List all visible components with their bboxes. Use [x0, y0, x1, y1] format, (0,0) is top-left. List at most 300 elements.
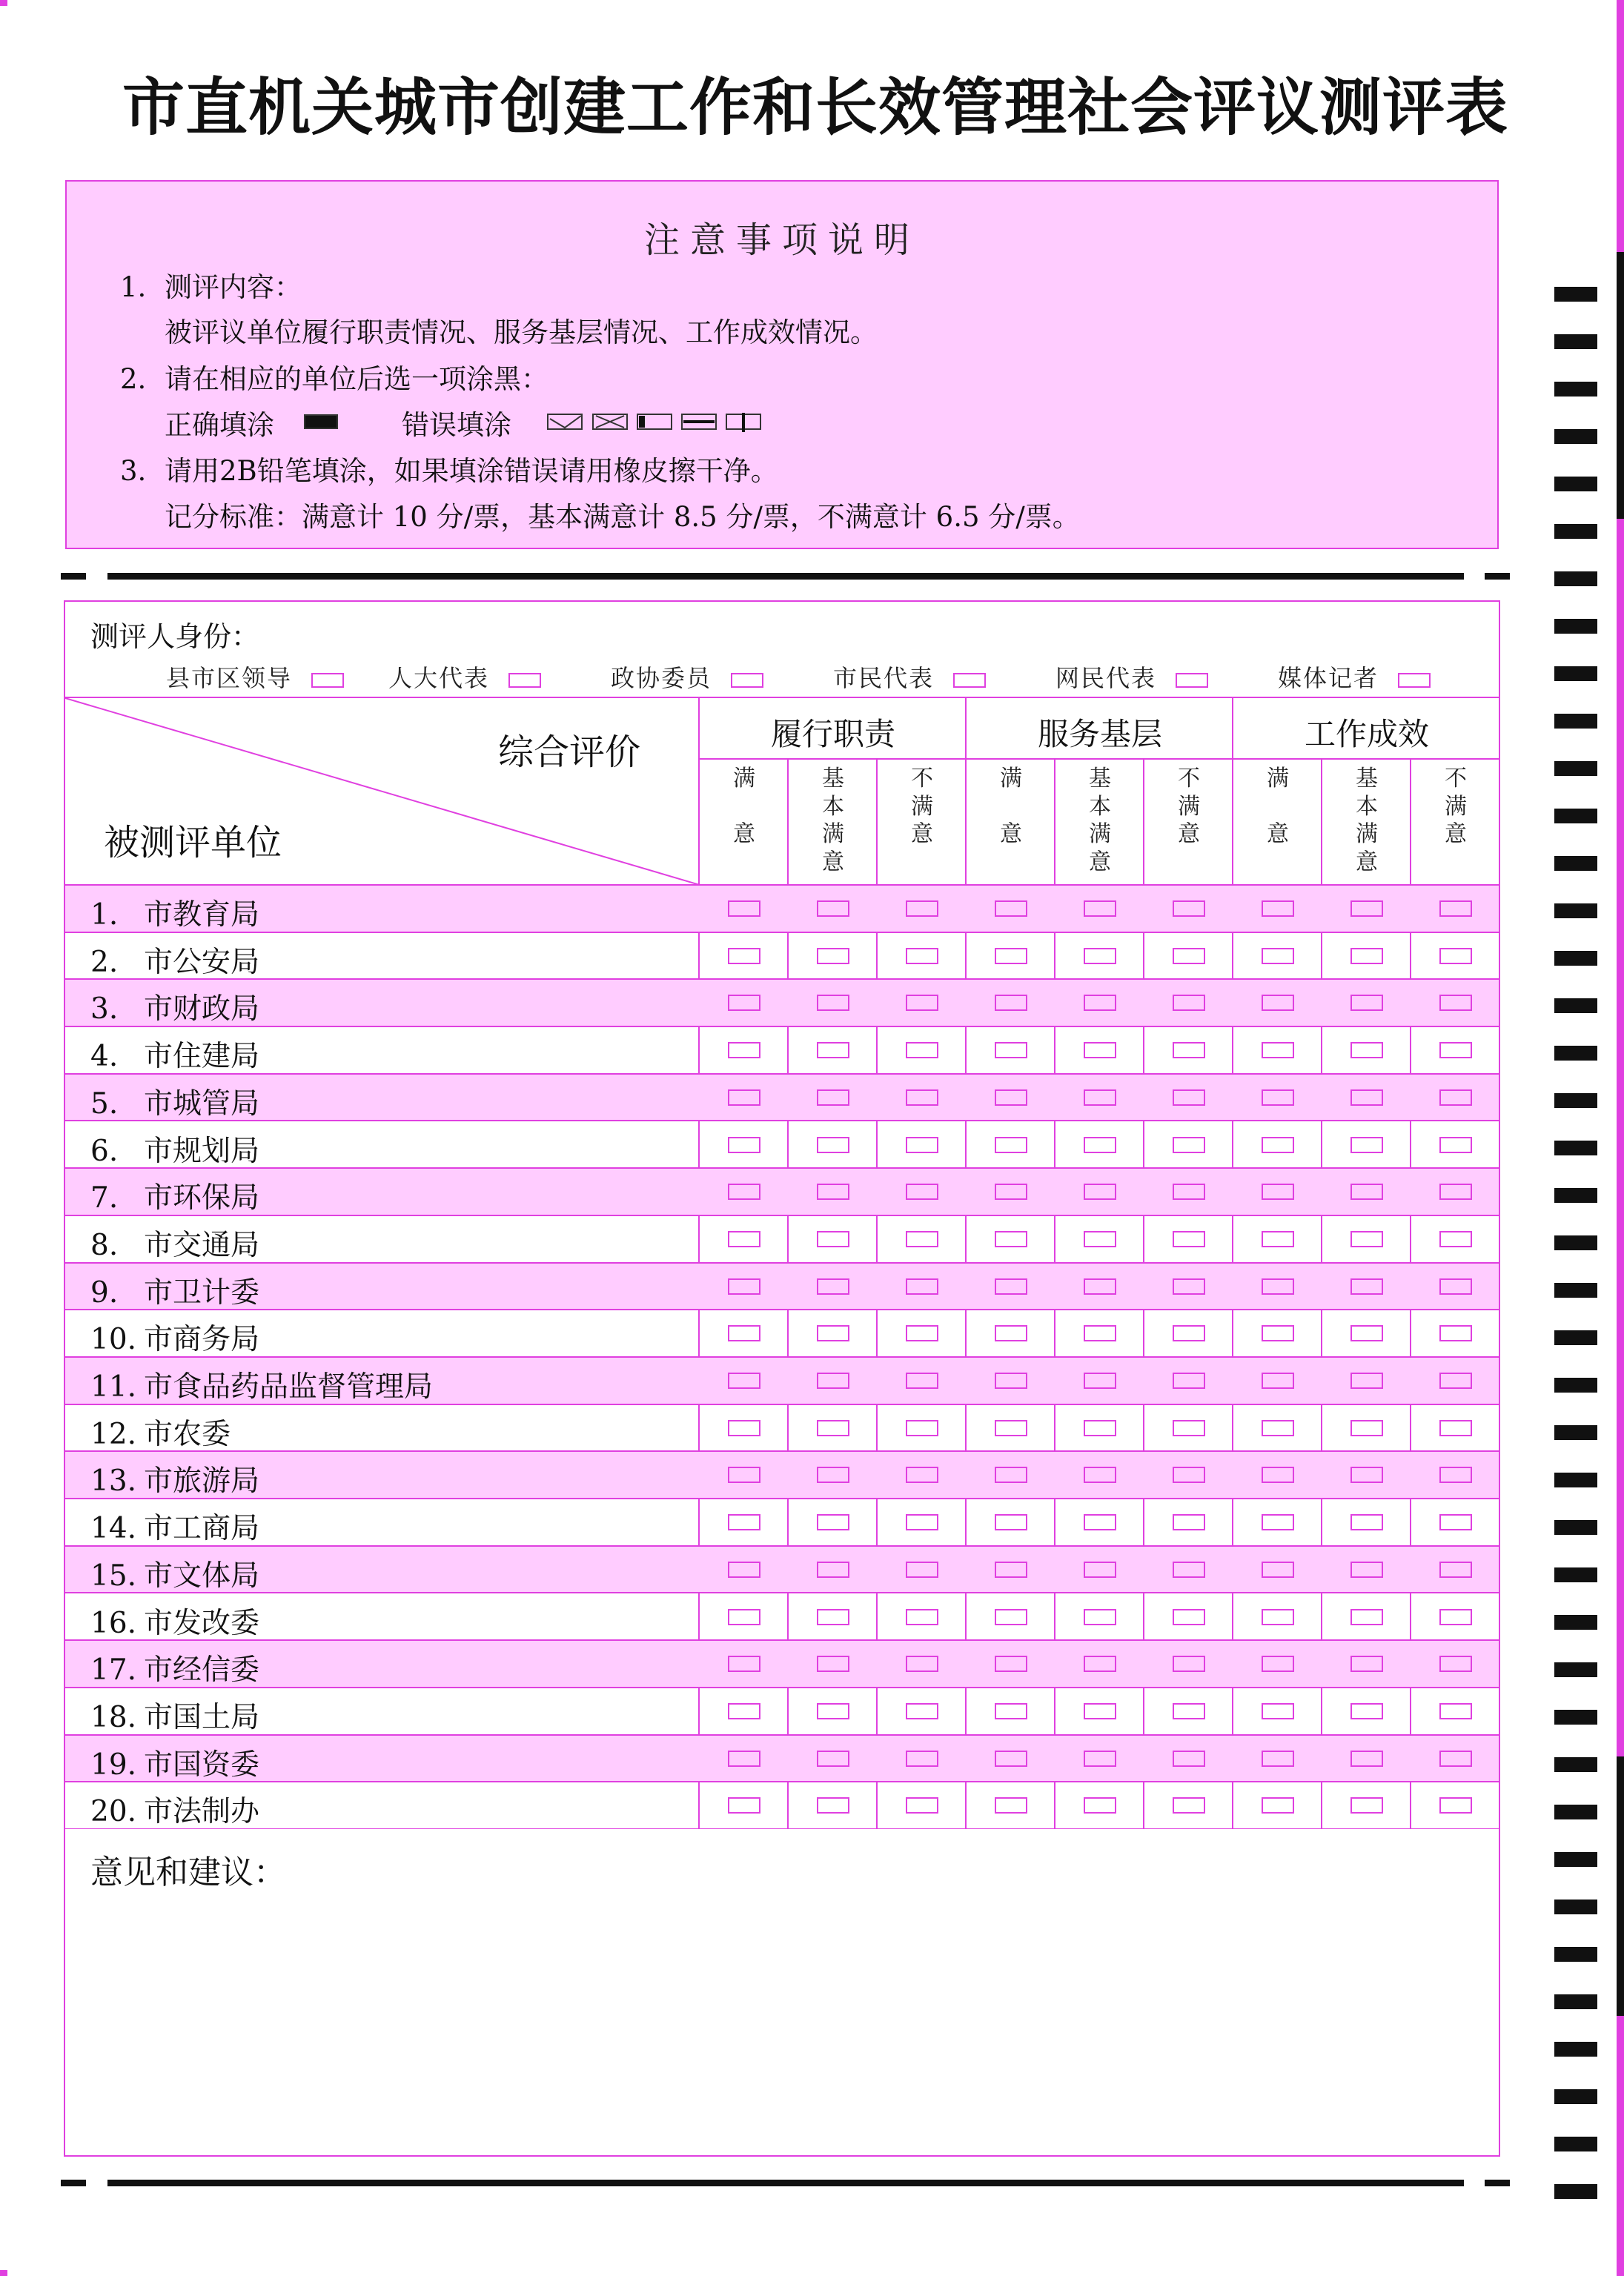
table-row: [65, 1358, 1499, 1405]
rating-checkbox[interactable]: [728, 1373, 760, 1389]
rating-checkbox[interactable]: [1084, 1278, 1116, 1295]
identity-option-citizen-rep[interactable]: 市民代表: [833, 660, 986, 694]
separator-dash-left: [61, 573, 86, 580]
rating-checkbox[interactable]: [1084, 1656, 1116, 1672]
identity-option-netizen-rep[interactable]: 网民代表: [1055, 660, 1208, 694]
rating-checkbox[interactable]: [728, 1278, 760, 1295]
rating-checkbox[interactable]: [1173, 948, 1205, 964]
unit-name: 市农委: [144, 1417, 231, 1451]
timing-mark: [1554, 998, 1597, 1013]
rating-checkbox[interactable]: [1439, 1751, 1472, 1767]
unit-number: 6.: [90, 1134, 119, 1168]
rating-checkbox[interactable]: [1173, 1278, 1205, 1295]
table-row: [65, 1782, 1499, 1830]
rating-checkbox[interactable]: [1350, 1184, 1383, 1200]
timing-mark: [1554, 1567, 1597, 1582]
identity-option-county-leader[interactable]: 县市区领导: [166, 660, 344, 694]
separator-dash-right-bottom: [1485, 2180, 1510, 2186]
sub-column-header: 满 意: [733, 766, 755, 847]
rating-checkbox[interactable]: [1439, 1514, 1472, 1530]
rating-checkbox[interactable]: [1262, 1751, 1294, 1767]
rating-checkbox[interactable]: [906, 1609, 938, 1625]
rating-checkbox[interactable]: [1084, 1089, 1116, 1106]
timing-mark: [1554, 1425, 1597, 1440]
unit-name: 市发改委: [144, 1606, 260, 1640]
unit-name: 市城管局: [144, 1086, 260, 1121]
rating-checkbox[interactable]: [1439, 1325, 1472, 1341]
unit-number: 8.: [90, 1228, 119, 1262]
rating-checkbox[interactable]: [1084, 1703, 1116, 1719]
timing-mark: [1554, 477, 1597, 491]
rating-checkbox[interactable]: [1350, 1467, 1383, 1483]
rating-checkbox[interactable]: [995, 1420, 1027, 1436]
rating-checkbox[interactable]: [1439, 948, 1472, 964]
rating-checkbox[interactable]: [1262, 1231, 1294, 1247]
timing-mark: [1554, 382, 1597, 397]
rating-checkbox[interactable]: [995, 900, 1027, 917]
rating-checkbox[interactable]: [1173, 1089, 1205, 1106]
rating-checkbox[interactable]: [1173, 1373, 1205, 1389]
rating-checkbox[interactable]: [906, 1562, 938, 1578]
rating-checkbox[interactable]: [1262, 1656, 1294, 1672]
rating-checkbox[interactable]: [728, 1609, 760, 1625]
unit-label: [90, 1222, 259, 1264]
rating-checkbox[interactable]: [1173, 1231, 1205, 1247]
rating-checkbox[interactable]: [817, 1703, 849, 1719]
rating-checkbox[interactable]: [728, 1420, 760, 1436]
separator-line-top: [107, 573, 1464, 580]
rating-checkbox[interactable]: [1439, 1042, 1472, 1058]
table-row: [65, 1405, 1499, 1453]
table-row: [65, 1169, 1499, 1216]
rating-checkbox[interactable]: [906, 1231, 938, 1247]
rating-checkbox[interactable]: [1084, 995, 1116, 1011]
identity-option-cppcc-member[interactable]: 政协委员: [611, 660, 763, 694]
sub-column-header: 基 本 满 意: [822, 766, 844, 875]
separator-dash-right: [1485, 573, 1510, 580]
rating-checkbox[interactable]: [728, 1562, 760, 1578]
rating-checkbox[interactable]: [1350, 1609, 1383, 1625]
rating-checkbox[interactable]: [1350, 1420, 1383, 1436]
rating-checkbox[interactable]: [1173, 1514, 1205, 1530]
rating-checkbox[interactable]: [995, 1184, 1027, 1200]
rating-checkbox[interactable]: [906, 995, 938, 1011]
rating-checkbox[interactable]: [728, 1797, 760, 1814]
unit-label: [90, 1553, 259, 1594]
unit-label: [90, 1316, 259, 1358]
rating-checkbox[interactable]: [1084, 1797, 1116, 1814]
rating-checkbox[interactable]: [1439, 1420, 1472, 1436]
unit-number: 20.: [90, 1795, 137, 1829]
rating-checkbox[interactable]: [1084, 900, 1116, 917]
rating-checkbox[interactable]: [1084, 1751, 1116, 1767]
corner-overall-evaluation: 综合评价: [498, 731, 641, 773]
rating-checkbox[interactable]: [728, 1656, 760, 1672]
rating-checkbox[interactable]: [1173, 1703, 1205, 1719]
unit-name: 市经信委: [144, 1653, 260, 1688]
rating-checkbox[interactable]: [728, 1703, 760, 1719]
timing-mark: [1554, 1662, 1597, 1677]
rating-checkbox[interactable]: [1262, 900, 1294, 917]
rating-checkbox[interactable]: [1350, 1514, 1383, 1530]
timing-mark: [1554, 666, 1597, 681]
rating-checkbox[interactable]: [1084, 1373, 1116, 1389]
unit-label: [90, 1742, 259, 1783]
identity-label: 测评人身份：: [90, 620, 260, 653]
timing-mark: [1554, 2137, 1597, 2151]
rating-checkbox[interactable]: [1262, 1514, 1294, 1530]
rating-checkbox[interactable]: [995, 1325, 1027, 1341]
rating-checkbox[interactable]: [995, 1562, 1027, 1578]
rating-checkbox[interactable]: [728, 900, 760, 917]
rating-checkbox[interactable]: [906, 1373, 938, 1389]
unit-label: [90, 1458, 259, 1499]
unit-name: 市交通局: [144, 1228, 260, 1262]
rating-checkbox[interactable]: [906, 1420, 938, 1436]
sub-column-header: 不 满 意: [911, 766, 933, 847]
rating-checkbox[interactable]: [995, 1467, 1027, 1483]
rating-checkbox[interactable]: [817, 900, 849, 917]
rating-checkbox[interactable]: [1350, 1797, 1383, 1814]
unit-label: [90, 1033, 259, 1075]
unit-label: [90, 1175, 259, 1216]
timing-mark: [1554, 1473, 1597, 1487]
rating-checkbox[interactable]: [1350, 900, 1383, 917]
identity-checkbox[interactable]: [508, 673, 541, 688]
timing-mark: [1554, 1757, 1597, 1772]
notice-item-3: 3. 请用2B铅笔填涂，如果填涂错误请用橡皮擦干净。: [120, 455, 778, 487]
rating-checkbox[interactable]: [906, 1703, 938, 1719]
unit-label: [90, 1364, 433, 1405]
rating-checkbox[interactable]: [1350, 1231, 1383, 1247]
rating-checkbox[interactable]: [1350, 948, 1383, 964]
rating-checkbox[interactable]: [1439, 900, 1472, 917]
rating-checkbox[interactable]: [1439, 1562, 1472, 1578]
rating-checkbox[interactable]: [1084, 1325, 1116, 1341]
rating-checkbox[interactable]: [1350, 1325, 1383, 1341]
rating-checkbox[interactable]: [1173, 900, 1205, 917]
identity-checkbox[interactable]: [953, 673, 986, 688]
rating-checkbox[interactable]: [995, 1042, 1027, 1058]
unit-name: 市环保局: [144, 1181, 260, 1215]
rating-checkbox[interactable]: [1084, 948, 1116, 964]
timing-mark: [1554, 524, 1597, 539]
rating-checkbox[interactable]: [1439, 1137, 1472, 1153]
rating-checkbox[interactable]: [1084, 1514, 1116, 1530]
sub-column-header: 满 意: [1000, 766, 1022, 847]
unit-number: 1.: [90, 898, 119, 932]
rating-checkbox[interactable]: [995, 1797, 1027, 1814]
rating-checkbox[interactable]: [906, 1137, 938, 1153]
table-row: [65, 1452, 1499, 1499]
timing-mark: [1554, 856, 1597, 871]
rating-checkbox[interactable]: [1173, 995, 1205, 1011]
rating-checkbox[interactable]: [1439, 1467, 1472, 1483]
unit-name: 市规划局: [144, 1134, 260, 1168]
rating-checkbox[interactable]: [1262, 1325, 1294, 1341]
rating-checkbox[interactable]: [1173, 1325, 1205, 1341]
rating-checkbox[interactable]: [1084, 1609, 1116, 1625]
rating-checkbox[interactable]: [728, 1184, 760, 1200]
rating-checkbox[interactable]: [728, 1137, 760, 1153]
rating-checkbox[interactable]: [1439, 1656, 1472, 1672]
timing-mark: [1554, 571, 1597, 586]
identity-option-journalist[interactable]: 媒体记者: [1278, 660, 1431, 694]
rating-checkbox[interactable]: [817, 1562, 849, 1578]
rating-checkbox[interactable]: [817, 1420, 849, 1436]
rating-checkbox[interactable]: [1439, 995, 1472, 1011]
rating-checkbox[interactable]: [995, 1656, 1027, 1672]
rating-checkbox[interactable]: [1084, 1231, 1116, 1247]
rating-checkbox[interactable]: [1350, 1089, 1383, 1106]
rating-checkbox[interactable]: [906, 900, 938, 917]
rating-checkbox[interactable]: [817, 1231, 849, 1247]
rating-checkbox[interactable]: [817, 1609, 849, 1625]
timing-mark: [1554, 1046, 1597, 1061]
rating-checkbox[interactable]: [995, 1089, 1027, 1106]
rating-checkbox[interactable]: [995, 1703, 1027, 1719]
corner-evaluated-unit: 被测评单位: [104, 822, 282, 863]
timing-mark: [1554, 1520, 1597, 1535]
table-row: [65, 1122, 1499, 1169]
unit-name: 市教育局: [144, 898, 260, 932]
rating-checkbox[interactable]: [1439, 1703, 1472, 1719]
rating-checkbox[interactable]: [1262, 1609, 1294, 1625]
rating-checkbox[interactable]: [906, 1656, 938, 1672]
rating-checkbox[interactable]: [1173, 1797, 1205, 1814]
rating-checkbox[interactable]: [995, 948, 1027, 964]
timing-mark: [1554, 1188, 1597, 1203]
rating-checkbox[interactable]: [817, 1325, 849, 1341]
rating-checkbox[interactable]: [995, 1278, 1027, 1295]
unit-label: [90, 939, 259, 981]
table-row: [65, 933, 1499, 981]
rating-checkbox[interactable]: [906, 1514, 938, 1530]
unit-name: 市国土局: [144, 1700, 260, 1734]
unit-number: 17.: [90, 1653, 137, 1688]
rating-checkbox[interactable]: [1262, 1137, 1294, 1153]
rating-checkbox[interactable]: [1262, 1184, 1294, 1200]
rating-checkbox[interactable]: [906, 1278, 938, 1295]
rating-checkbox[interactable]: [906, 1751, 938, 1767]
rating-checkbox[interactable]: [1173, 1137, 1205, 1153]
unit-number: 12.: [90, 1417, 137, 1451]
unit-number: 15.: [90, 1559, 137, 1593]
notice-item-1-detail: 被评议单位履行职责情况、服务基层情况、工作成效情况。: [165, 316, 878, 348]
rating-checkbox[interactable]: [995, 1373, 1027, 1389]
rating-checkbox[interactable]: [817, 1089, 849, 1106]
unit-number: 5.: [90, 1086, 119, 1121]
rating-checkbox[interactable]: [817, 1278, 849, 1295]
rating-checkbox[interactable]: [728, 1467, 760, 1483]
identity-checkbox[interactable]: [731, 673, 763, 688]
table-row: [65, 1547, 1499, 1594]
notice-item-1: 1. 测评内容：: [120, 271, 302, 303]
rating-checkbox[interactable]: [1084, 1420, 1116, 1436]
correct-fill-example: [304, 414, 338, 429]
timing-mark: [1554, 1710, 1597, 1725]
timing-mark: [1554, 1378, 1597, 1393]
timing-mark: [1554, 1093, 1597, 1108]
rating-checkbox[interactable]: [1173, 1420, 1205, 1436]
rating-checkbox[interactable]: [1350, 1137, 1383, 1153]
rating-checkbox[interactable]: [1350, 1278, 1383, 1295]
rating-checkbox[interactable]: [906, 1184, 938, 1200]
notice-heading: 注意事项说明: [643, 219, 920, 261]
identity-checkbox[interactable]: [1176, 673, 1208, 688]
rating-checkbox[interactable]: [1084, 1184, 1116, 1200]
rating-checkbox[interactable]: [1173, 1042, 1205, 1058]
table-row: [65, 1736, 1499, 1783]
rating-checkbox[interactable]: [906, 1797, 938, 1814]
rating-checkbox[interactable]: [817, 1656, 849, 1672]
rating-checkbox[interactable]: [728, 1089, 760, 1106]
rating-checkbox[interactable]: [817, 1184, 849, 1200]
rating-checkbox[interactable]: [995, 1514, 1027, 1530]
rating-checkbox[interactable]: [1350, 1042, 1383, 1058]
rating-checkbox[interactable]: [1439, 1373, 1472, 1389]
rating-checkbox[interactable]: [1262, 1278, 1294, 1295]
rating-checkbox[interactable]: [1084, 1042, 1116, 1058]
rating-checkbox[interactable]: [817, 995, 849, 1011]
rating-checkbox[interactable]: [728, 1751, 760, 1767]
rating-checkbox[interactable]: [1262, 995, 1294, 1011]
group-duty-header: 履行职责: [770, 716, 895, 752]
rating-checkbox[interactable]: [1173, 1609, 1205, 1625]
unit-number: 13.: [90, 1464, 137, 1499]
rating-checkbox[interactable]: [1173, 1467, 1205, 1483]
rating-checkbox[interactable]: [1084, 1467, 1116, 1483]
rating-checkbox[interactable]: [817, 1514, 849, 1530]
timing-mark: [1554, 1947, 1597, 1962]
table-row: [65, 886, 1499, 933]
sub-column-header: 基 本 满 意: [1356, 766, 1378, 875]
rating-checkbox[interactable]: [1439, 1184, 1472, 1200]
table-row: [65, 1594, 1499, 1642]
table-row: [65, 980, 1499, 1027]
timing-mark: [1554, 1805, 1597, 1819]
rating-checkbox[interactable]: [1350, 1703, 1383, 1719]
header-divider: [700, 758, 1499, 760]
group-grassroots-header: 服务基层: [1037, 716, 1162, 752]
rating-checkbox[interactable]: [1262, 1562, 1294, 1578]
unit-name: 市商务局: [144, 1323, 260, 1357]
rating-checkbox[interactable]: [1173, 1656, 1205, 1672]
rating-checkbox[interactable]: [995, 1609, 1027, 1625]
rating-checkbox[interactable]: [995, 995, 1027, 1011]
rating-checkbox[interactable]: [1262, 1373, 1294, 1389]
rating-checkbox[interactable]: [1262, 1089, 1294, 1106]
timing-mark: [1554, 1900, 1597, 1914]
rating-checkbox[interactable]: [1439, 1797, 1472, 1814]
wrong-fill-examples-icon: [547, 413, 769, 432]
rating-checkbox[interactable]: [906, 1325, 938, 1341]
timing-mark: [1554, 951, 1597, 966]
rating-checkbox[interactable]: [906, 948, 938, 964]
rating-checkbox[interactable]: [817, 1042, 849, 1058]
rating-checkbox[interactable]: [995, 1231, 1027, 1247]
rating-checkbox[interactable]: [995, 1751, 1027, 1767]
rating-checkbox[interactable]: [817, 1137, 849, 1153]
unit-label: [90, 1647, 259, 1688]
rating-checkbox[interactable]: [728, 1325, 760, 1341]
rating-checkbox[interactable]: [1439, 1231, 1472, 1247]
rating-checkbox[interactable]: [817, 1797, 849, 1814]
rating-checkbox[interactable]: [728, 948, 760, 964]
rating-checkbox[interactable]: [817, 948, 849, 964]
rating-checkbox[interactable]: [1173, 1184, 1205, 1200]
rating-checkbox[interactable]: [728, 995, 760, 1011]
edge-registration-bar: [1617, 0, 1624, 252]
rating-checkbox[interactable]: [1350, 1562, 1383, 1578]
timing-mark: [1554, 1994, 1597, 2009]
rating-checkbox[interactable]: [1173, 1751, 1205, 1767]
rating-checkbox[interactable]: [906, 1042, 938, 1058]
correct-fill-label: 正确填涂: [165, 409, 274, 441]
timing-mark: [1554, 1330, 1597, 1345]
unit-number: 3.: [90, 992, 119, 1026]
edge-registration-bar: [1617, 252, 1624, 519]
identity-option-npc-deputy[interactable]: 人大代表: [388, 660, 541, 694]
identity-checkbox[interactable]: [311, 673, 344, 688]
rating-checkbox[interactable]: [1262, 1042, 1294, 1058]
sub-column-header: 基 本 满 意: [1089, 766, 1111, 875]
timing-mark: [1554, 2089, 1597, 2104]
rating-checkbox[interactable]: [1439, 1609, 1472, 1625]
rating-checkbox[interactable]: [817, 1751, 849, 1767]
wrong-fill-label: 错误填涂: [402, 409, 511, 441]
timing-mark: [1554, 1615, 1597, 1630]
rating-checkbox[interactable]: [1350, 995, 1383, 1011]
rating-checkbox[interactable]: [1439, 1278, 1472, 1295]
rating-checkbox[interactable]: [906, 1467, 938, 1483]
rating-checkbox[interactable]: [728, 1231, 760, 1247]
table-row: [65, 1641, 1499, 1688]
rating-checkbox[interactable]: [1350, 1373, 1383, 1389]
rating-checkbox[interactable]: [1262, 948, 1294, 964]
table-row: [65, 1216, 1499, 1264]
unit-number: 4.: [90, 1040, 119, 1074]
rating-checkbox[interactable]: [1173, 1562, 1205, 1578]
rating-checkbox[interactable]: [728, 1042, 760, 1058]
rating-checkbox[interactable]: [1439, 1089, 1472, 1106]
unit-number: 18.: [90, 1700, 137, 1734]
rating-checkbox[interactable]: [1084, 1562, 1116, 1578]
suggestions-area[interactable]: [64, 1829, 1500, 2157]
rating-checkbox[interactable]: [906, 1089, 938, 1106]
edge-registration-bar: [1617, 1756, 1624, 2016]
rating-checkbox[interactable]: [1262, 1467, 1294, 1483]
unit-number: 16.: [90, 1606, 137, 1640]
rating-checkbox[interactable]: [1262, 1703, 1294, 1719]
rating-checkbox[interactable]: [1262, 1797, 1294, 1814]
rating-checkbox[interactable]: [1262, 1420, 1294, 1436]
evaluator-identity: [64, 600, 1500, 698]
rating-checkbox[interactable]: [817, 1373, 849, 1389]
rating-checkbox[interactable]: [1084, 1137, 1116, 1153]
timing-mark: [1554, 809, 1597, 823]
identity-checkbox[interactable]: [1398, 673, 1431, 688]
rating-checkbox[interactable]: [995, 1137, 1027, 1153]
rating-checkbox[interactable]: [728, 1514, 760, 1530]
rating-checkbox[interactable]: [1350, 1751, 1383, 1767]
timing-mark: [1554, 2042, 1597, 2057]
form-title: 市直机关城市创建工作和长效管理社会评议测评表: [122, 71, 1508, 144]
timing-mark: [1554, 761, 1597, 776]
rating-checkbox[interactable]: [817, 1467, 849, 1483]
rating-checkbox[interactable]: [1350, 1656, 1383, 1672]
unit-name: 市卫计委: [144, 1275, 260, 1310]
